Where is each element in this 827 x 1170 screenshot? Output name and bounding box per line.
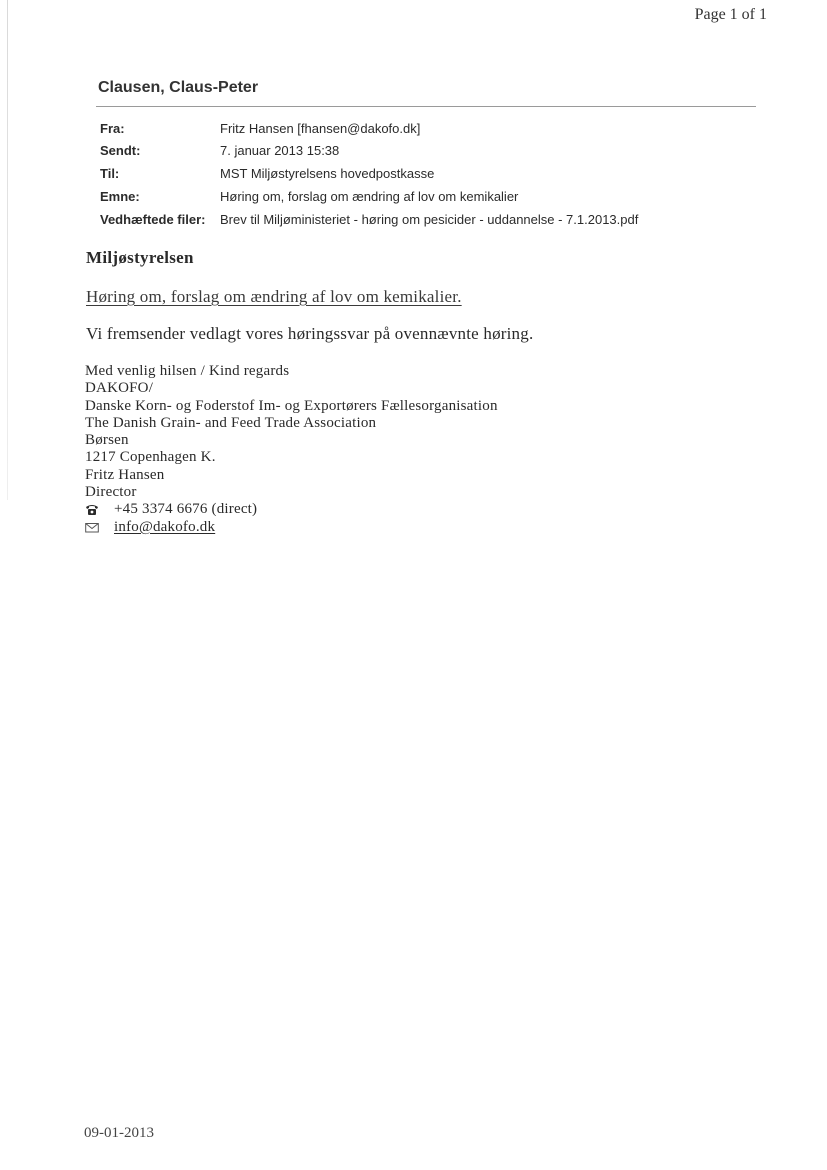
header-label-attachments: Vedhæftede filer: (100, 212, 206, 227)
sender-name: Clausen, Claus-Peter (98, 79, 259, 96)
footer-date: 09-01-2013 (84, 1125, 154, 1141)
signature-org-english: The Danish Grain- and Feed Trade Association (85, 414, 377, 431)
header-value-to: MST Miljøstyrelsens hovedpostkasse (220, 166, 435, 181)
signature-org-danish: Danske Korn- og Foderstof Im- og Exportørers Fællesorganisation (85, 397, 498, 414)
body-heading: Miljøstyrelsen (86, 248, 194, 267)
header-divider (96, 106, 756, 107)
signature-greeting: Med venlig hilsen / Kind regards (85, 363, 290, 379)
signature-phone: +45 3374 6676 (direct) (114, 501, 258, 518)
signature-address-building: Børsen (85, 432, 129, 449)
header-label-to: Til: (100, 166, 120, 181)
header-value-subject: Høring om, forslag om ændring af lov om kemikalier (220, 189, 519, 204)
signature-address-city: 1217 Copenhagen K. (85, 449, 216, 466)
signature-org-short: DAKOFO/ (85, 380, 154, 397)
header-value-attachments: Brev til Miljøministeriet - høring om pesicider - uddannelse - 7.1.2013.pdf (220, 212, 639, 227)
signature-block (85, 363, 498, 536)
telephone-icon (85, 503, 99, 516)
header-value-from: Fritz Hansen [fhansen@dakofo.dk] (220, 121, 421, 136)
header-value-sent: 7. januar 2013 15:38 (220, 143, 340, 158)
header-label-sent: Sendt: (100, 143, 141, 158)
scan-edge (7, 0, 8, 500)
header-label-from: Fra: (100, 121, 125, 136)
page-number: Page 1 of 1 (694, 6, 767, 23)
envelope-icon (85, 521, 99, 534)
body-intro: Vi fremsender vedlagt vores høringssvar på ovennævnte høring. (86, 324, 534, 343)
body-subject-link[interactable]: Høring om, forslag om ændring af lov om kemikalier. (86, 287, 462, 306)
signature-phone-row (85, 501, 498, 518)
signature-email-link[interactable]: info@dakofo.dk (114, 518, 216, 535)
signature-title: Director (85, 484, 137, 501)
signature-email-row (85, 519, 498, 536)
signature-name: Fritz Hansen (85, 466, 165, 483)
header-label-subject: Emne: (100, 189, 140, 204)
